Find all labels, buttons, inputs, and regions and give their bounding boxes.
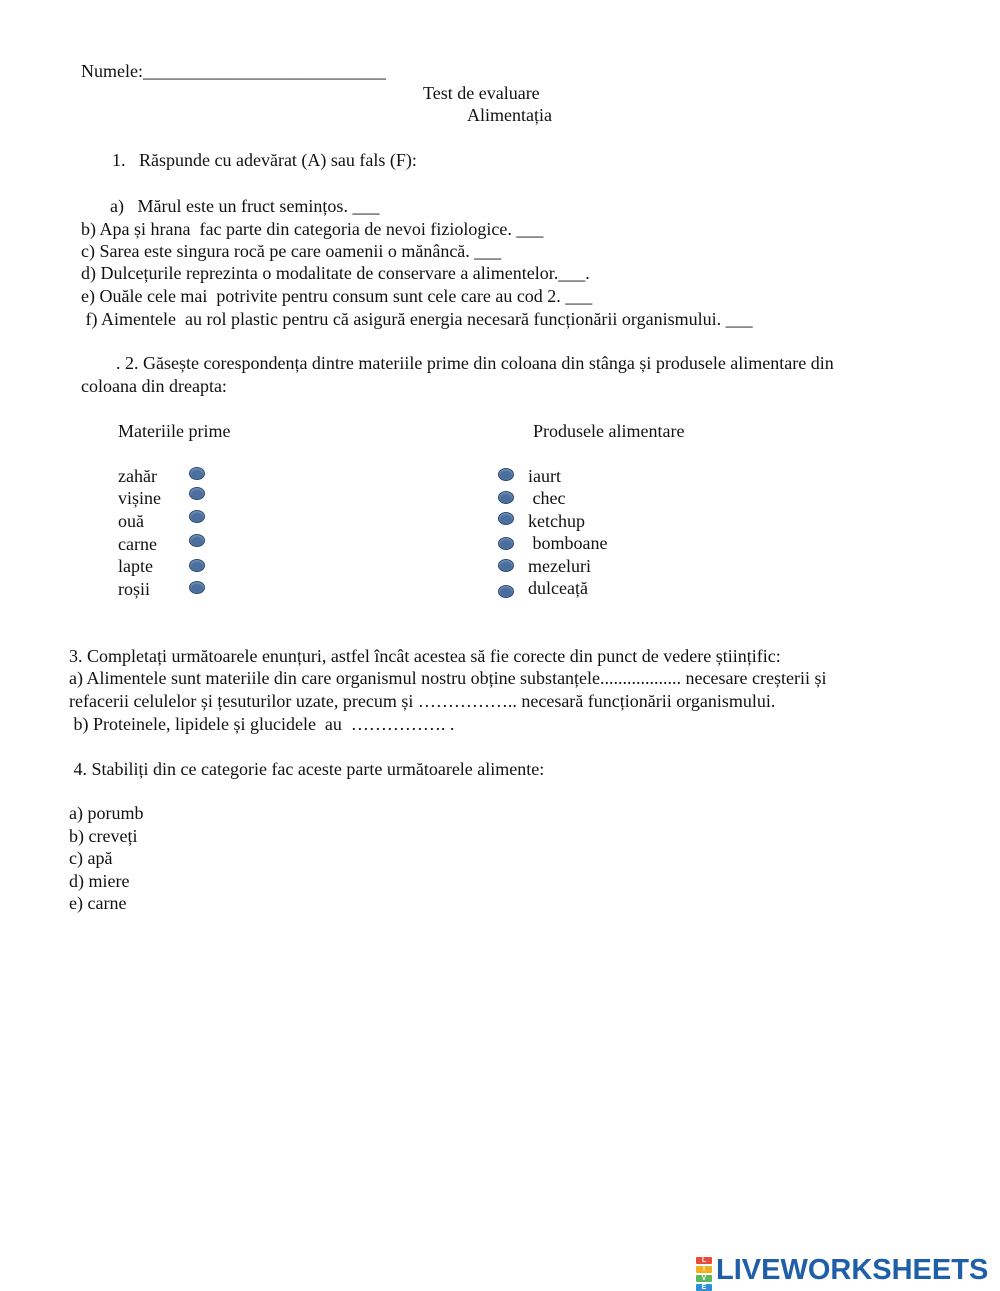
right-column-header: Produsele alimentare [533, 421, 685, 441]
q2-heading: . 2. Găsește corespondența dintre materiile prime din coloana din stânga și produsele alimentare din [116, 353, 834, 373]
logo-letter: V [696, 1275, 712, 1282]
right-item-dulceata: dulceață [528, 578, 588, 598]
q3-line-a-cont: refacerii celulelor și țesuturilor uzate, precum și …………….. necesară funcționării organismului. [69, 691, 776, 711]
right-match-dot[interactable] [498, 585, 514, 598]
q4-item: b) creveți [69, 826, 138, 846]
q4-item: a) porumb [69, 803, 144, 823]
name-label: Numele:___________________________ [81, 61, 386, 81]
left-match-dot[interactable] [189, 467, 205, 480]
q1-item: a) Mărul este un fruct semințos. ___ [110, 196, 380, 216]
q1-item: d) Dulcețurile reprezinta o modalitate de conservare a alimentelor.___. [81, 263, 590, 283]
left-match-dot[interactable] [189, 510, 205, 523]
left-item-zahar: zahăr [118, 466, 157, 486]
logo-letter: E [696, 1284, 712, 1291]
right-match-dot[interactable] [498, 468, 514, 481]
left-match-dot[interactable] [189, 559, 205, 572]
logo-letter: I [696, 1266, 712, 1273]
liveworksheets-logo [696, 1253, 989, 1291]
left-item-lapte: lapte [118, 556, 153, 576]
right-match-dot[interactable] [498, 512, 514, 525]
right-item-bomboane: bomboane [528, 533, 608, 553]
left-item-visine: vișine [118, 488, 161, 508]
page-subtitle: Alimentația [467, 105, 552, 125]
logo-icon [696, 1256, 712, 1291]
left-match-dot[interactable] [189, 534, 205, 547]
left-item-carne: carne [118, 534, 157, 554]
q4-heading: 4. Stabiliți din ce categorie fac aceste parte următoarele alimente: [69, 759, 545, 779]
q1-heading: 1. Răspunde cu adevărat (A) sau fals (F): [112, 150, 417, 170]
q1-item: b) Apa și hrana fac parte din categoria de nevoi fiziologice. ___ [81, 219, 544, 239]
left-match-dot[interactable] [189, 581, 205, 594]
left-column-header: Materiile prime [118, 421, 231, 441]
q1-item: c) Sarea este singura rocă pe care oamenii o mănâncă. ___ [81, 241, 502, 261]
right-match-dot[interactable] [498, 537, 514, 550]
right-match-dot[interactable] [498, 559, 514, 572]
q4-item: e) carne [69, 893, 127, 913]
q4-item: c) apă [69, 848, 113, 868]
page-title: Test de evaluare [423, 83, 540, 103]
q1-item: e) Ouăle cele mai potrivite pentru consum sunt cele care au cod 2. ___ [81, 286, 593, 306]
left-item-oua: ouă [118, 511, 144, 531]
logo-letter: L [696, 1257, 712, 1264]
q3-line-b: b) Proteinele, lipidele și glucidele au ……………. . [69, 714, 455, 734]
right-item-mezeluri: mezeluri [528, 556, 591, 576]
q3-line-a: a) Alimentele sunt materiile din care organismul nostru obține substanțele.................. necesare creșterii și [69, 668, 827, 688]
left-match-dot[interactable] [189, 487, 205, 500]
q1-item: f) Aimentele au rol plastic pentru că asigură energia necesară funcționării organismului. ___ [81, 309, 753, 329]
right-item-iaurt: iaurt [528, 466, 561, 486]
right-item-ketchup: ketchup [528, 511, 585, 531]
q4-item: d) miere [69, 871, 130, 891]
right-match-dot[interactable] [498, 491, 514, 504]
q2-heading-cont: coloana din dreapta: [81, 376, 227, 396]
right-item-chec: chec [528, 488, 566, 508]
q3-heading: 3. Completați următoarele enunțuri, astfel încât acestea să fie corecte din punct de vedere științific: [69, 646, 781, 666]
logo-text: LIVEWORKSHEETS [716, 1253, 989, 1286]
left-item-rosii: roșii [118, 579, 151, 599]
